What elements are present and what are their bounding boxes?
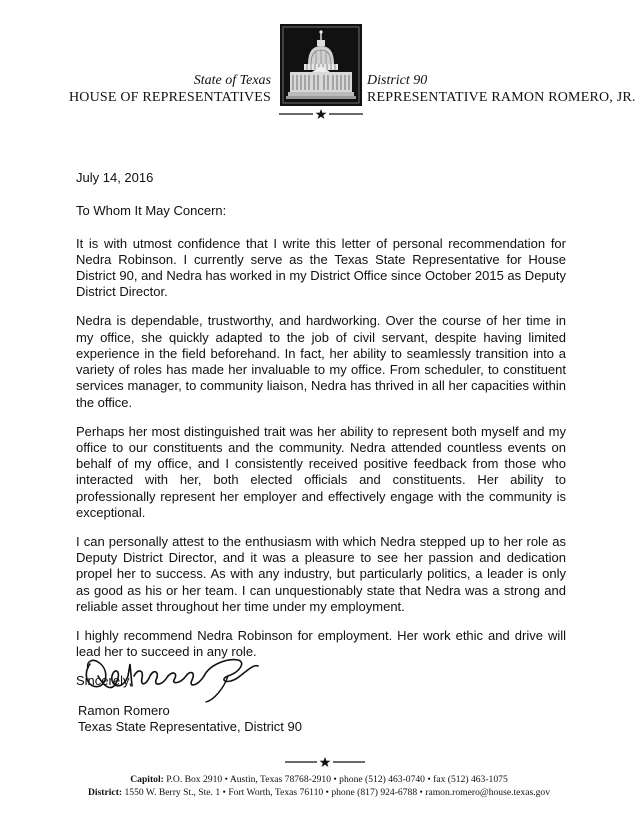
letter-date: July 14, 2016 (76, 170, 154, 185)
letter-body (76, 170, 566, 689)
letter-salutation: To Whom It May Concern: (76, 203, 227, 219)
letter-closing: Sincerely, (76, 672, 133, 688)
footer-capitol-label: Capitol: (130, 774, 164, 785)
footer-capitol (0, 774, 638, 786)
footer-capitol-address: P.O. Box 2910 • Austin, Texas 78768-2910 • phone (512) 463-0740 • fax (512) 463-1075 (166, 774, 508, 785)
signer-name: Ramon Romero (78, 703, 170, 718)
letter-paragraph: I can personally attest to the enthusiasm with which Nedra stepped up to her role as Deputy District Director, and it was a pleasure to see her passion and dedication propel her to success. As with any industry, but particularly politics, a leader is only as good as his or her team. I can unquestionably state that Nedra was a strong and reliable asset throughout her time under my employment. (76, 533, 566, 615)
letterhead-house: HOUSE OF REPRESENTATIVES (68, 90, 271, 105)
letter-paragraph: Nedra is dependable, trustworthy, and hardworking. Over the course of her time in my office, she quickly adapted to the job of civil servant, despite having limited experience in the field beforehand. In fact, her ability to seamlessly transition into a variety of roles has made her invaluable to my office. From scheduler, to constituent services manager, to community liaison, Nedra has thrived in all her capacities within the office. (76, 313, 566, 410)
signer-title: Texas State Representative, District 90 (78, 719, 302, 734)
letterhead-district: District 90 (367, 73, 428, 88)
letter-paragraph: It is with utmost confidence that I write this letter of personal recommendation for Nedra Robinson. I currently serve as the Texas State Representative for House District 90, and Nedra has worked in my District Office since October 2015 as Deputy District Director. (76, 235, 566, 300)
handwritten-signature (78, 646, 268, 706)
letter-paragraph: I highly recommend Nedra Robinson for employment. Her work ethic and drive will lead her to succeed in any role. (76, 627, 566, 660)
footer-district-label: District: (87, 787, 123, 798)
letter-paragraph: Perhaps her most distinguished trait was her ability to represent both myself and my office to our constituents and the community. Nedra attended countless events on behalf of my office, and I consistently received positive feedback from those who interacted with her, both elected officials and constituents. Her ability to professionally represent her employer and effectively engage with the community is exceptional. (76, 423, 566, 521)
letterhead-state: State of Texas (193, 73, 271, 88)
star-divider-icon (285, 756, 365, 768)
letterhead-representative: REPRESENTATIVE RAMON ROMERO, JR. (367, 90, 636, 105)
letterhead-right (367, 72, 636, 106)
footer-district (0, 787, 638, 799)
footer-district-address: 1550 W. Berry St., Ste. 1 • Fort Worth, Texas 76110 • phone (817) 924-6788 • ramon.romero@house.texas.gov (124, 787, 550, 798)
capitol-seal-icon (280, 24, 362, 106)
signer-block (78, 703, 302, 735)
letterhead-left (69, 72, 271, 106)
star-divider-icon (279, 108, 363, 120)
